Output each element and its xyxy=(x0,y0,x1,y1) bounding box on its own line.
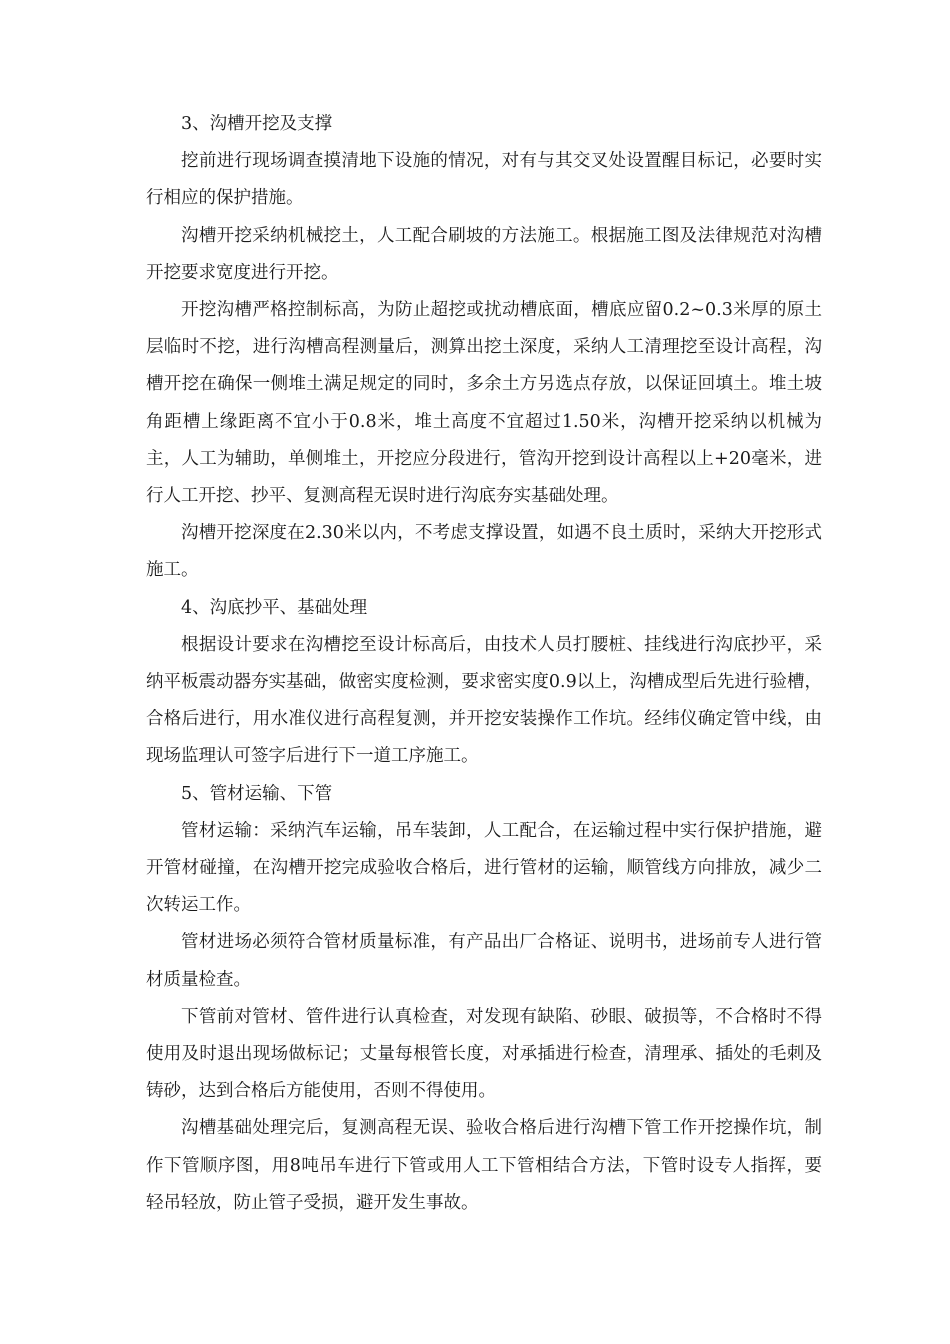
paragraph-foundation-treatment: 根据设计要求在沟槽挖至设计标高后，由技术人员打腰桩、挂线进行沟底抄平，采纳平板震动器夯实基础，做密实度检测，要求密实度0.9以上，沟槽成型后先进行验槽，合格后进行，用水准仪进行高程复测，并开挖安装操作工作坑。经纬仪确定管中线，由现场监理认可签字后进行下一道工序施工。 xyxy=(146,634,822,767)
paragraph-pipe-inspection: 下管前对管材、管件进行认真检查，对发现有缺陷、砂眼、破损等，不合格时不得使用及时退出现场做标记；丈量每根管长度，对承插进行检查，清理承、插处的毛刺及铸砂，达到合格后方能使用，否则不得使用。 xyxy=(146,1006,822,1102)
paragraph-pipe-quality: 管材进场必须符合管材质量标准，有产品出厂合格证、说明书，进场前专人进行管材质量检查。 xyxy=(146,932,822,990)
section-heading-bottom-leveling: 4、沟底抄平、基础处理 xyxy=(181,597,368,618)
section-heading-pipe-transport: 5、管材运输、下管 xyxy=(181,783,333,804)
paragraph-site-survey: 挖前进行现场调查摸清地下设施的情况，对有与其交叉处设置醒目标记，必要时实行相应的保护措施。 xyxy=(146,151,822,209)
paragraph-pipe-lowering: 沟槽基础处理完后，复测高程无误、验收合格后进行沟槽下管工作开挖操作坑，制作下管顺序图，用8吨吊车进行下管或用人工下管相结合方法，下管时设专人指挥，要轻吊轻放，防止管子受损，避开发生事故。 xyxy=(146,1118,822,1213)
paragraph-elevation-control: 开挖沟槽严格控制标高，为防止超挖或扰动槽底面，槽底应留0.2~0.3米厚的原土层临时不挖，进行沟槽高程测量后，测算出挖土深度，采纳人工清理挖至设计高程，沟槽开挖在确保一侧堆土满足规定的同时，多余土方另选点存放，以保证回填土。堆土坡角距槽上缘距离不宜小于0.8米，堆土高度不宜超过1.50米，沟槽开挖采纳以机械为主，人工为辅助，单侧堆土，开挖应分段进行，管沟开挖到设计高程以上+20毫米，进行人工开挖、抄平、复测高程无误时进行沟底夯实基础处理。 xyxy=(146,300,822,507)
paragraph-excavation-method: 沟槽开挖采纳机械挖土，人工配合刷坡的方法施工。根据施工图及法律规范对沟槽开挖要求宽度进行开挖。 xyxy=(146,225,822,283)
paragraph-excavation-depth: 沟槽开挖深度在2.30米以内，不考虑支撑设置，如遇不良土质时，采纳大开挖形式施工。 xyxy=(146,523,822,581)
document-body xyxy=(146,106,822,1222)
paragraph-pipe-transport: 管材运输：采纳汽车运输，吊车装卸，人工配合，在运输过程中实行保护措施，避开管材碰撞，在沟槽开挖完成验收合格后，进行管材的运输，顺管线方向排放，减少二次转运工作。 xyxy=(146,820,822,916)
section-heading-trench-excavation: 3、沟槽开挖及支撑 xyxy=(181,114,333,134)
